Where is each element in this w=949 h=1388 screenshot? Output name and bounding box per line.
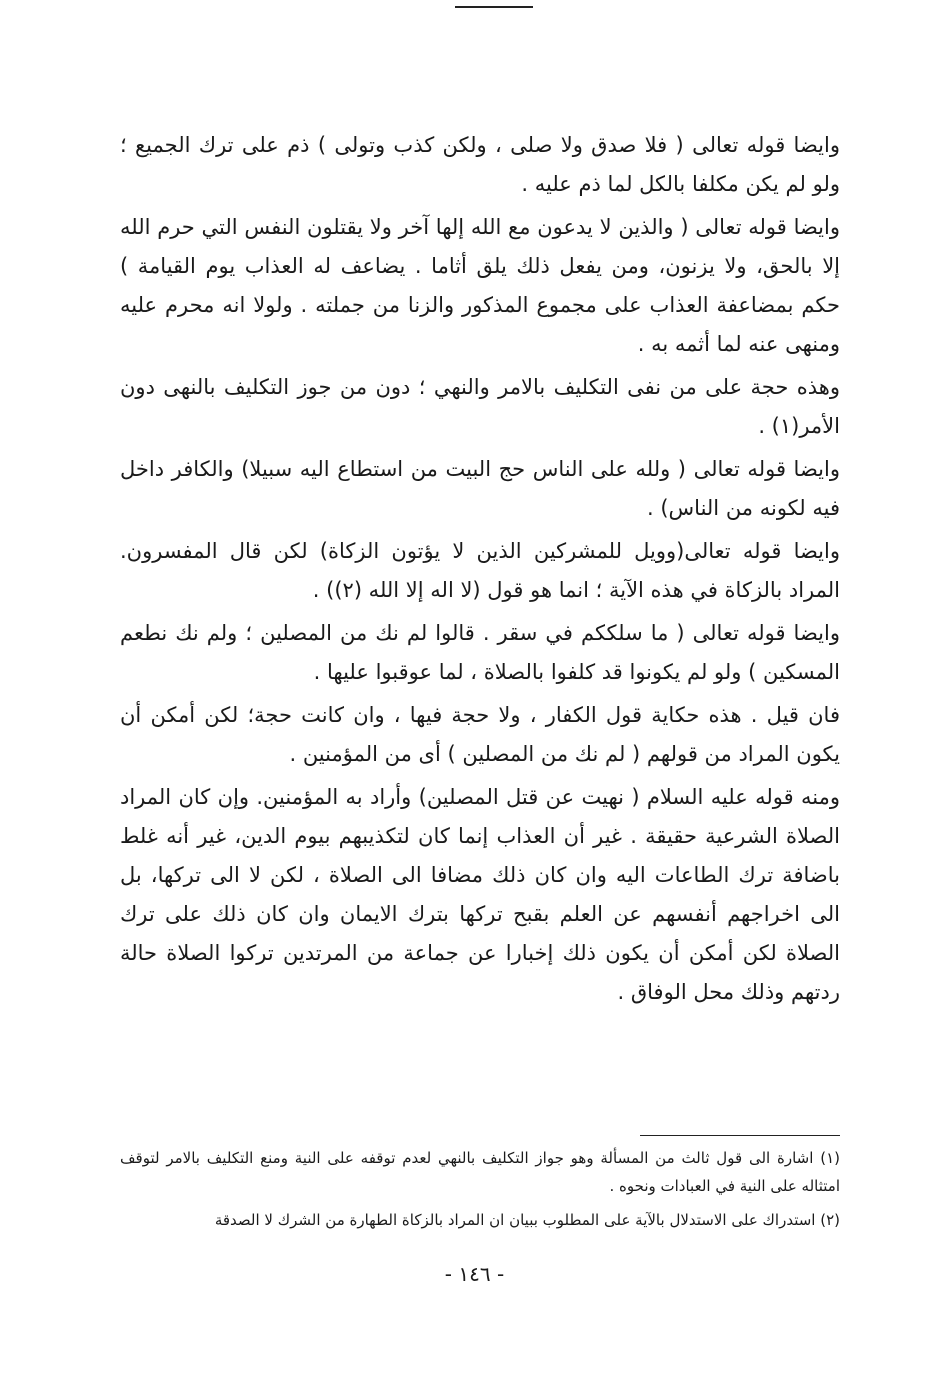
footnote: (١) اشارة الى قول ثالث من المسألة وهو جواز التكليف بالنهي لعدم توقفه على النية ومنع التكليف بالامر لتوقف امتثاله على النية في العبادات ونحوه .	[120, 1149, 840, 1195]
paragraph: وايضا قوله تعالى ( ولله على الناس حج البيت من استطاع اليه سبيلا) والكافر داخل فيه لكونه من الناس) .	[120, 457, 840, 520]
paragraph: وايضا قوله تعالى ( ما سلككم في سقر . قالوا لم نك من المصلين ؛ ولم نك نطعم المسكين ) ولو لم يكونوا قد كلفوا بالصلاة ، لما عوقبوا عليها .	[120, 621, 840, 684]
paragraph: فان قيل . هذه حكاية قول الكفار ، ولا حجة فيها ، وان كانت حجة؛ لكن أمكن أن يكون المراد من قولهم ( لم نك من المصلين ) أى من المؤمنين .	[120, 703, 840, 766]
footnote: (٢) استدراك على الاستدلال بالآية على المطلوب ببيان ان المراد بالزكاة الطهارة من الشرك لا الصدقة	[214, 1211, 840, 1229]
paragraph: وايضا قوله تعالى ( والذين لا يدعون مع الله إلها آخر ولا يقتلون النفس التي حرم الله إلا بالحق، ولا يزنون، ومن يفعل ذلك يلق أثاما . يضاعف له العذاب يوم القيامة ) حكم بمضاعفة العذاب على مجموع المذكور والزنا من جملته . ولولا انه محرم عليه ومنهى عنه لما أثمه به .	[120, 215, 840, 356]
paragraph: وايضا قوله تعالى(وويل للمشركين الذين لا يؤتون الزكاة) لكن قال المفسرون. المراد بالزكاة في هذه الآية ؛ انما هو قول (لا اله إلا الله (٢)) .	[120, 539, 840, 602]
top-rule	[455, 6, 533, 8]
paragraph: وهذه حجة على من نفى التكليف بالامر والنهي ؛ دون من جوز التكليف بالنهى دون الأمر(١) .	[120, 375, 840, 438]
page-number: - ١٤٦ -	[444, 1262, 505, 1286]
paragraph: وايضا قوله تعالى ( فلا صدق ولا صلى ، ولكن كذب وتولى ) ذم على ترك الجميع ؛ ولو لم يكن مكلفا بالكل لما ذم عليه .	[120, 133, 840, 196]
footnote-separator	[640, 1135, 840, 1136]
main-text	[120, 126, 840, 1016]
footnotes	[120, 1144, 840, 1240]
paragraph: ومنه قوله عليه السلام ( نهيت عن قتل المصلين) وأراد به المؤمنين. وإن كان المراد الصلاة الشرعية حقيقة . غير أن العذاب إنما كان لتكذيبهم بيوم الدين، غير أنه غلط باضافة ترك الطاعات اليه وان كان ذلك مضافا الى الصلاة ، لكن لا الى تركها، بل الى اخراجهم أنفسهم عن العلم بقبح تركها بترك الايمان وان كان ذلك على ترك الصلاة لكن أمكن أن يكون ذلك إخبارا عن جماعة من المرتدين تركوا الصلاة حالة ردتهم وذلك محل الوفاق .	[120, 785, 840, 1004]
